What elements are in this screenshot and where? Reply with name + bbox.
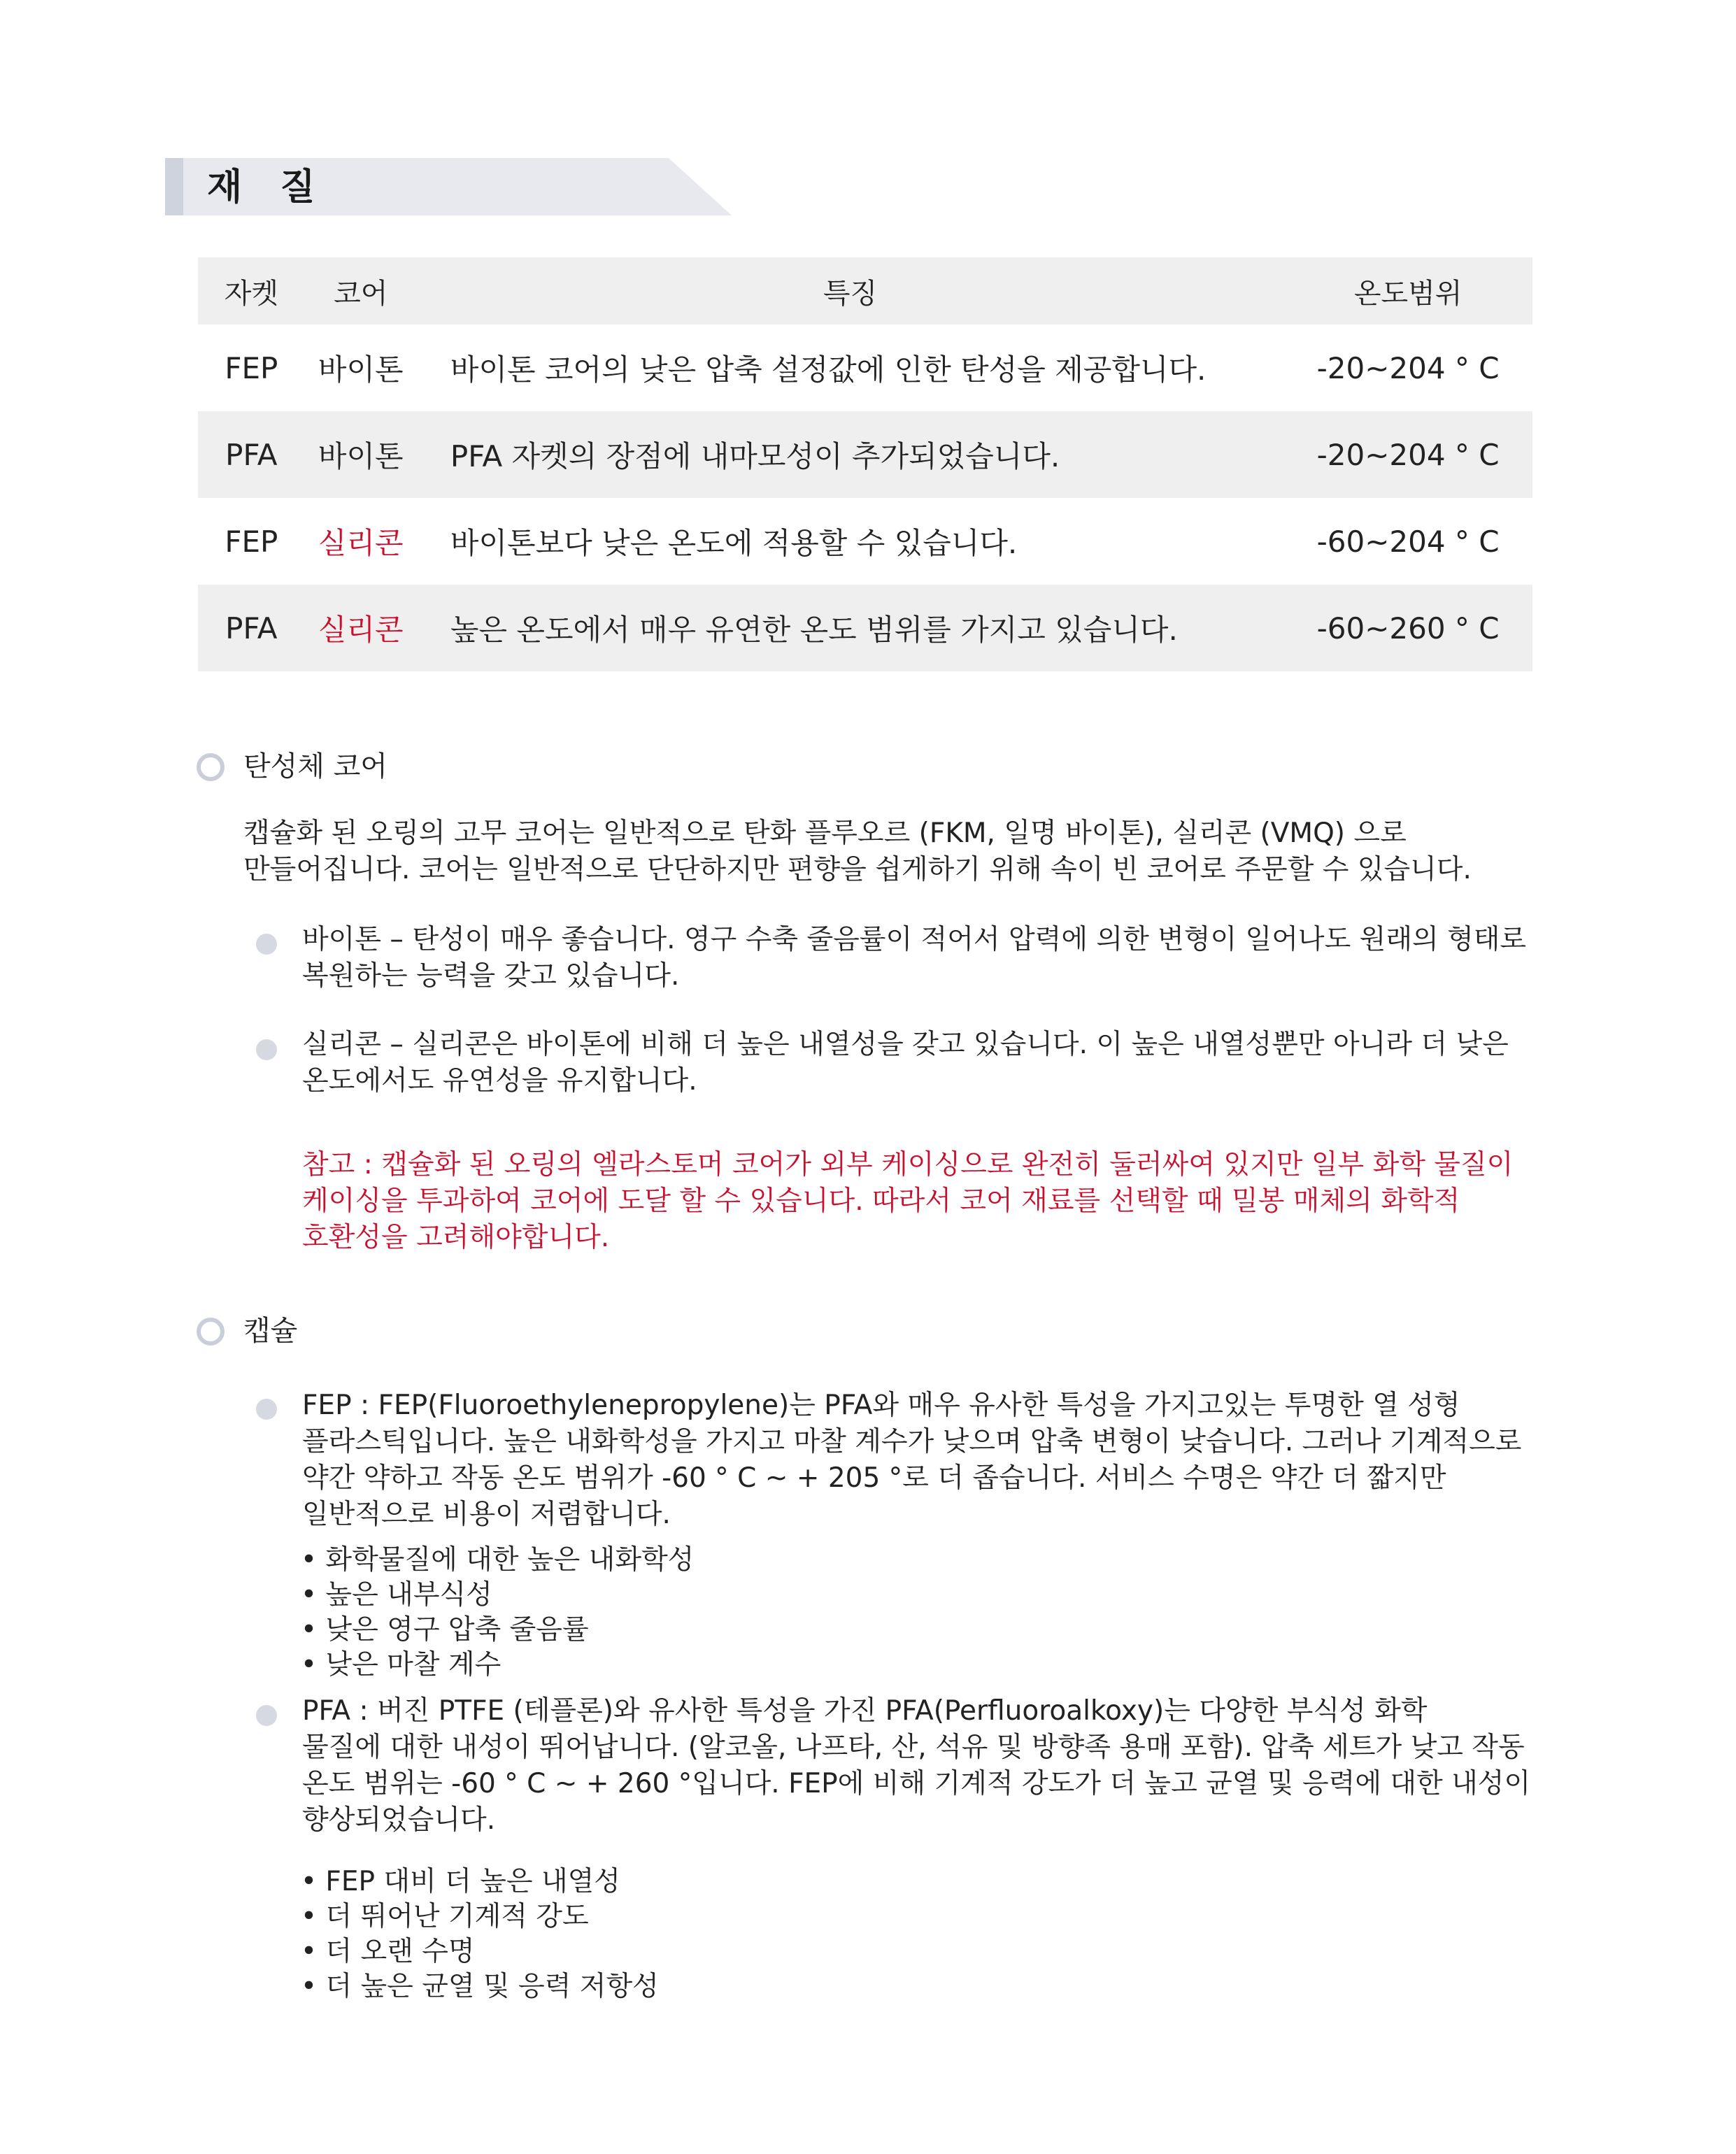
pfa-line: PFA : 버진 PTFE (테플론)와 유사한 특성을 가진 PFA(Perfluoroalkoxy)는 다양한 부식성 화학 [302,1695,1428,1727]
list-item: • 화학물질에 대한 높은 내화학성 [301,1544,695,1576]
elastomer-intro [243,815,1472,888]
list-item: • 더 뛰어난 기계적 강도 [301,1901,589,1932]
cell-jacket: FEP [225,524,278,559]
bullet-dot-icon [256,1399,277,1420]
materials-table [198,257,1532,671]
bullet-dot-icon [256,1705,277,1726]
note-line: 참고 : 캡슐화 된 오링의 엘라스토머 코어가 외부 케이싱으로 완전히 둘러싸여 있지만 일부 화학 물질이 [302,1149,1514,1181]
cell-core: 실리콘 [318,526,404,560]
section-title-accent [165,158,183,215]
cell-jacket: PFA [225,437,278,472]
header-temp-range: 온도범위 [1353,277,1463,310]
list-item: • 낮은 마찰 계수 [301,1649,501,1681]
fep-line: 약간 약하고 작동 온도 범위가 -60 ° C ~ + 205 °로 더 좁습니다. 서비스 수명은 약간 더 짧지만 [302,1462,1446,1494]
pfa-line: 온도 범위는 -60 ° C ~ + 260 °입니다. FEP에 비해 기계적 강도가 더 높고 균열 및 응력에 대한 내성이 [302,1768,1531,1799]
cell-feature: 바이톤보다 낮은 온도에 적용할 수 있습니다. [450,526,1018,560]
bullet-dot-icon [256,934,277,955]
bullet-dot-icon [256,1039,277,1060]
cell-core: 실리콘 [318,613,404,647]
list-item: • 낮은 영구 압축 줄음률 [301,1614,589,1646]
fep-line: 일반적으로 비용이 저렴합니다. [302,1499,671,1530]
table-row [198,585,1532,671]
section-title: 재 질 [207,166,328,208]
capsule-heading: 캡슐 [243,1315,298,1347]
section-circle-icon [197,1318,225,1346]
cell-core: 바이톤 [318,439,404,473]
intro-line: 만들어집니다. 코어는 일반적으로 단단하지만 편향을 쉽게하기 위해 속이 빈 코어로 주문할 수 있습니다. [243,854,1472,885]
note-line: 호환성을 고려해야합니다. [302,1222,610,1253]
pfa-feature-list [301,1864,659,2004]
list-item: • FEP 대비 더 높은 내열성 [301,1866,620,1897]
table-row [198,324,1532,411]
header-core: 코어 [334,277,388,310]
cell-jacket: FEP [225,350,278,385]
cell-temp: -60~260 ° C [1316,611,1500,646]
note-text [302,1147,1513,1256]
silicone-description [302,1027,1509,1099]
note-line: 케이싱을 투과하여 코어에 도달 할 수 있습니다. 따라서 코어 재료를 선택할 때 밀봉 매체의 화학적 [302,1185,1460,1217]
cell-temp: -20~204 ° C [1316,437,1500,472]
table-row [198,498,1532,585]
cell-temp: -60~204 ° C [1316,524,1500,559]
pfa-line: 향상되었습니다. [302,1804,496,1836]
fep-line: 플라스틱입니다. 높은 내화학성을 가지고 마찰 계수가 낮으며 압축 변형이 낮습니다. 그러나 기계적으로 [302,1426,1522,1457]
pfa-line: 물질에 대한 내성이 뛰어납니다. (알코올, 나프타, 산, 석유 및 방향족 용매 포함). 압축 세트가 낮고 작동 [302,1732,1525,1763]
list-item: • 높은 내부식성 [301,1579,492,1611]
list-item: • 더 오랜 수명 [301,1936,475,1967]
intro-line: 캡슐화 된 오링의 고무 코어는 일반적으로 탄화 플루오르 (FKM, 일명 바이톤), 실리콘 (VMQ) 으로 [243,818,1407,849]
cell-core: 바이톤 [318,352,404,387]
cell-temp: -20~204 ° C [1316,350,1500,385]
viton-line: 바이톤 – 탄성이 매우 좋습니다. 영구 수축 줄음률이 적어서 압력에 의한 변형이 일어나도 원래의 형태로 [302,924,1527,955]
viton-description [302,922,1526,994]
fep-description [302,1388,1521,1533]
elastomer-heading: 탄성체 코어 [243,750,387,783]
viton-line: 복원하는 능력을 갖고 있습니다. [302,960,680,992]
header-feature: 특징 [823,277,878,310]
table-header-row [198,257,1532,324]
header-jacket: 자켓 [224,277,278,310]
pfa-description [302,1693,1530,1839]
cell-jacket: PFA [225,611,278,646]
fep-line: FEP : FEP(Fluoroethylenepropylene)는 PFA와 매우 유사한 특성을 가지고있는 투명한 열 성형 [302,1390,1460,1421]
silicone-line: 실리콘 – 실리콘은 바이톤에 비해 더 높은 내열성을 갖고 있습니다. 이 높은 내열성뿐만 아니라 더 낮은 [302,1029,1509,1060]
silicone-line: 온도에서도 유연성을 유지합니다. [302,1065,697,1097]
cell-feature: PFA 자켓의 장점에 내마모성이 추가되었습니다. [450,439,1060,473]
cell-feature: 바이톤 코어의 낮은 압축 설정값에 인한 탄성을 제공합니다. [450,352,1207,387]
cell-feature: 높은 온도에서 매우 유연한 온도 범위를 가지고 있습니다. [450,613,1178,647]
table-row [198,411,1532,498]
list-item: • 더 높은 균열 및 응력 저항성 [301,1971,659,2002]
section-circle-icon [197,753,225,781]
fep-feature-list [301,1543,694,1683]
